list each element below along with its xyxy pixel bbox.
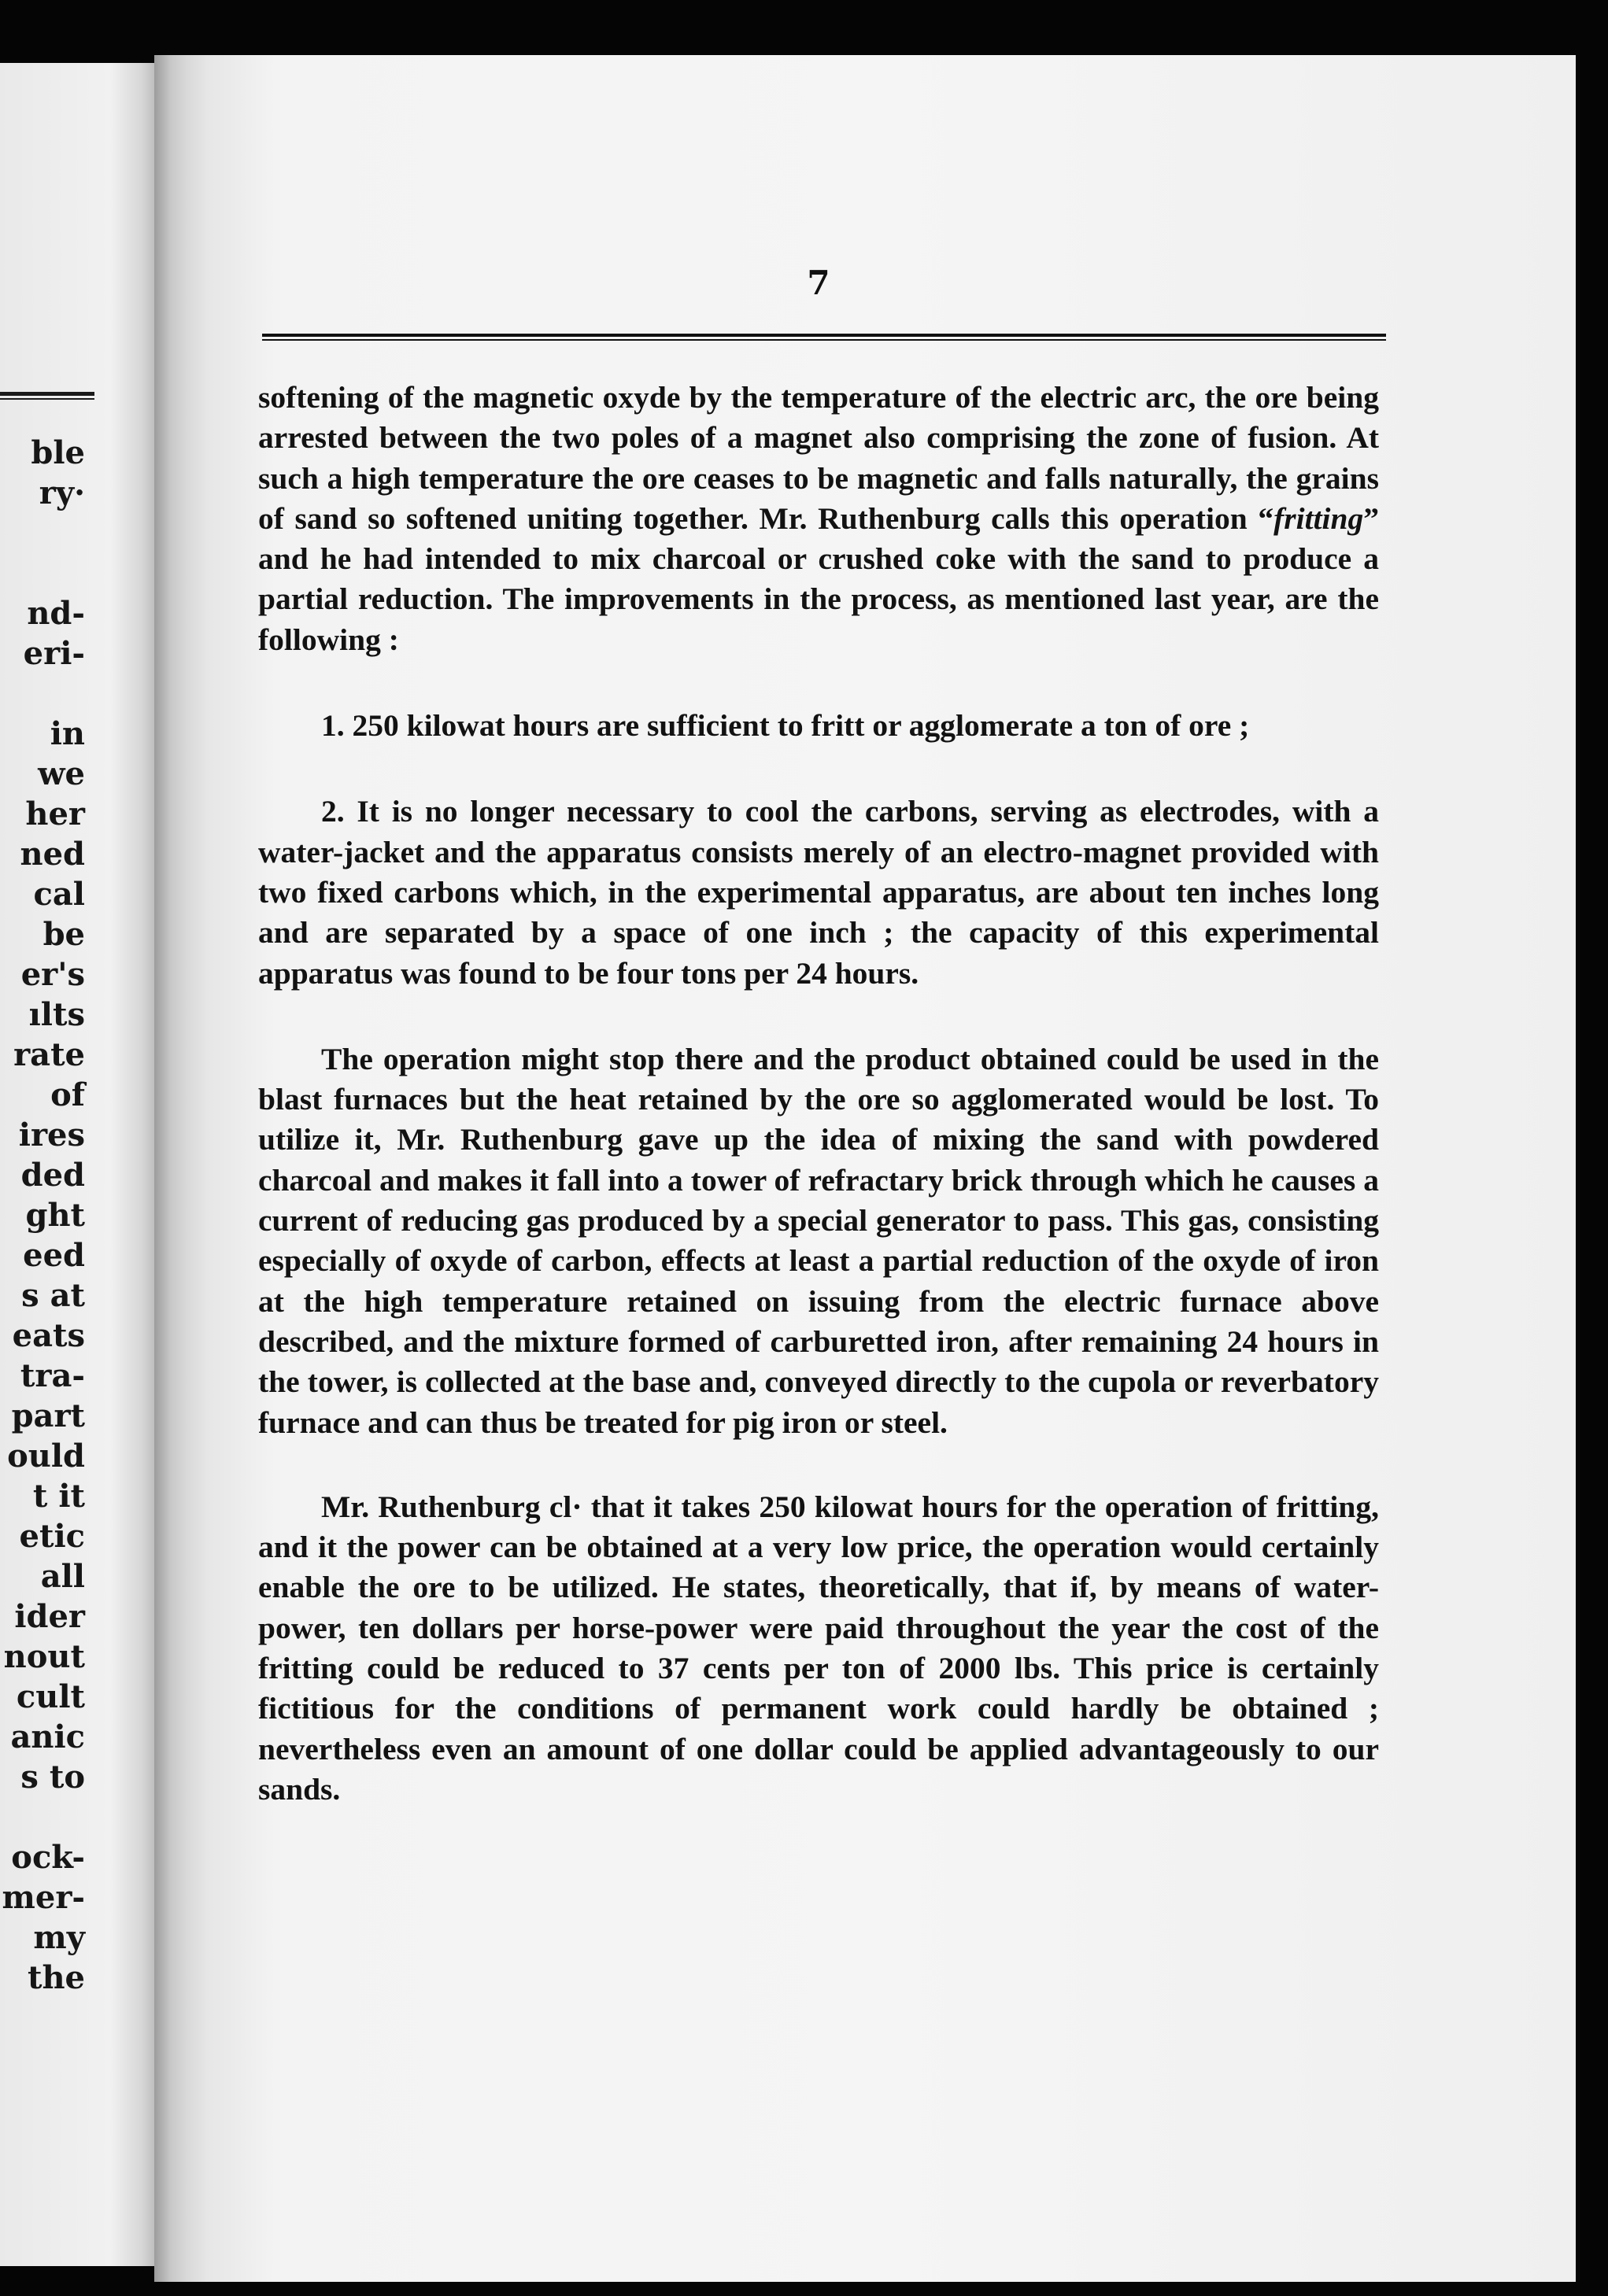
left-fragment: ded xyxy=(20,1157,85,1194)
left-fragment: tra- xyxy=(20,1357,85,1394)
header-rule xyxy=(262,334,1386,341)
left-fragment: part xyxy=(11,1397,85,1434)
left-fragment: mer- xyxy=(2,1879,85,1916)
left-fragment: t it xyxy=(32,1478,85,1515)
left-fragment: ock- xyxy=(11,1839,85,1876)
left-fragment: ned xyxy=(20,836,85,873)
left-fragment: rate xyxy=(13,1036,85,1073)
left-fragment: in xyxy=(50,715,85,752)
paragraph-gap xyxy=(258,1443,1379,1487)
paragraph-continued xyxy=(258,378,1379,660)
left-fragment: cal xyxy=(33,876,85,913)
paragraph-cost: Mr. Ruthenburg cl· that it takes 250 kilowat hours for the operation of fritting, and it the power can be obtained at a very low price, the operation would certainly enable the ore to be utilized. He states, theoretically, that if, by means of water-power, ten dollars per horse-power were paid throughout the year the cost of the fritting could be reduced to 37 cents per ton of 2000 lbs. This price is certainly fictitious for the conditions of permanent work could hardly be obtained ; nevertheless even an amount of one dollar could be applied advantageously to our sands. xyxy=(258,1489,1379,1807)
left-fragment: er's xyxy=(20,956,85,993)
left-fragment: eri- xyxy=(23,635,85,672)
left-fragment-gap xyxy=(0,553,85,593)
left-fragment: anic xyxy=(10,1718,85,1755)
left-fragment: ires xyxy=(18,1117,85,1154)
left-fragment: eats xyxy=(12,1317,85,1354)
left-fragment: s at xyxy=(21,1277,85,1314)
left-fragment: the xyxy=(27,1959,85,1996)
left-fragment: etic xyxy=(19,1518,85,1555)
left-fragment: ould xyxy=(7,1438,85,1475)
paragraph-text: softening of the magnetic oxyde by the temperature of the electric arc, the ore being arrested between the two poles of a magnet also comprising the zone of fusion. At such a high temperature the ore ceases to be magnetic and falls naturally, the grains of sand so softened uniting together. Mr. Ruthenburg calls this operation “ xyxy=(258,380,1379,536)
left-fragment: ılts xyxy=(28,996,85,1033)
left-fragment: be xyxy=(43,916,85,953)
left-fragment-gap xyxy=(0,1797,85,1837)
left-fragment: we xyxy=(38,755,85,792)
left-page-rule xyxy=(0,392,94,400)
left-fragment: nout xyxy=(3,1638,85,1675)
left-page-text-fragments xyxy=(0,433,85,1998)
paragraph-gap xyxy=(258,746,1379,792)
left-fragment: cult xyxy=(16,1678,85,1715)
left-fragment: ry· xyxy=(39,474,85,511)
paragraph-text: ” and he had intended to mix charcoal or crushed coke with the sand to produce a partial reduction. The improvements in the process, as mentioned last year, are the following : xyxy=(258,500,1379,657)
left-fragment: s to xyxy=(20,1759,85,1796)
paragraph-gap xyxy=(258,660,1379,706)
paragraph-operation: The operation might stop there and the product obtained could be used in the blast furnaces but the heat retained by the ore so agglomerated would be lost. To utilize it, Mr. Ruthenburg gave up the idea of mixing the sand with powdered charcoal and makes it fall into a tower of refractary brick through which he causes a current of reducing gas produced by a special generator to pass. This gas, consisting especially of oxyde of carbon, effects at least a partial reduction of the oxyde of iron at the high temperature retained on issuing from the electric furnace above described, and the mixture formed of carburetted iron, after remaining 24 hours in the tower, is collected at the base and, conveyed directly to the cupola or reverbatory furnace and can thus be treated for pig iron or steel. xyxy=(258,1041,1379,1440)
left-fragment: ider xyxy=(14,1598,85,1635)
left-fragment-gap xyxy=(0,513,85,553)
paragraph-gap xyxy=(258,994,1379,1039)
body-text xyxy=(258,378,1379,1810)
left-fragment: nd- xyxy=(27,595,85,632)
left-fragment: all xyxy=(40,1558,85,1595)
list-item-2: 2. It is no longer necessary to cool the carbons, serving as electrodes, with a water-jacket and the apparatus consists merely of an electro-magnet provided with two fixed carbons which, in the experimental apparatus, are about ten inches long and are separated by a space of one inch ; the capacity of this experimental apparatus was found to be four tons per 24 hours. xyxy=(258,794,1379,991)
italic-term: fritting xyxy=(1273,500,1364,536)
left-facing-page xyxy=(0,63,157,2266)
list-item-1: 1. 250 kilowat hours are sufficient to fritt or agglomerate a ton of ore ; xyxy=(321,708,1250,744)
left-fragment: eed xyxy=(23,1237,85,1274)
left-fragment: of xyxy=(50,1076,85,1113)
left-fragment-gap xyxy=(0,674,85,714)
left-fragment: my xyxy=(33,1919,85,1956)
left-fragment: ght xyxy=(25,1197,85,1234)
book-gutter xyxy=(154,55,209,2282)
page-number: 7 xyxy=(807,264,830,302)
left-fragment: ble xyxy=(31,434,85,471)
left-fragment: her xyxy=(25,795,85,832)
